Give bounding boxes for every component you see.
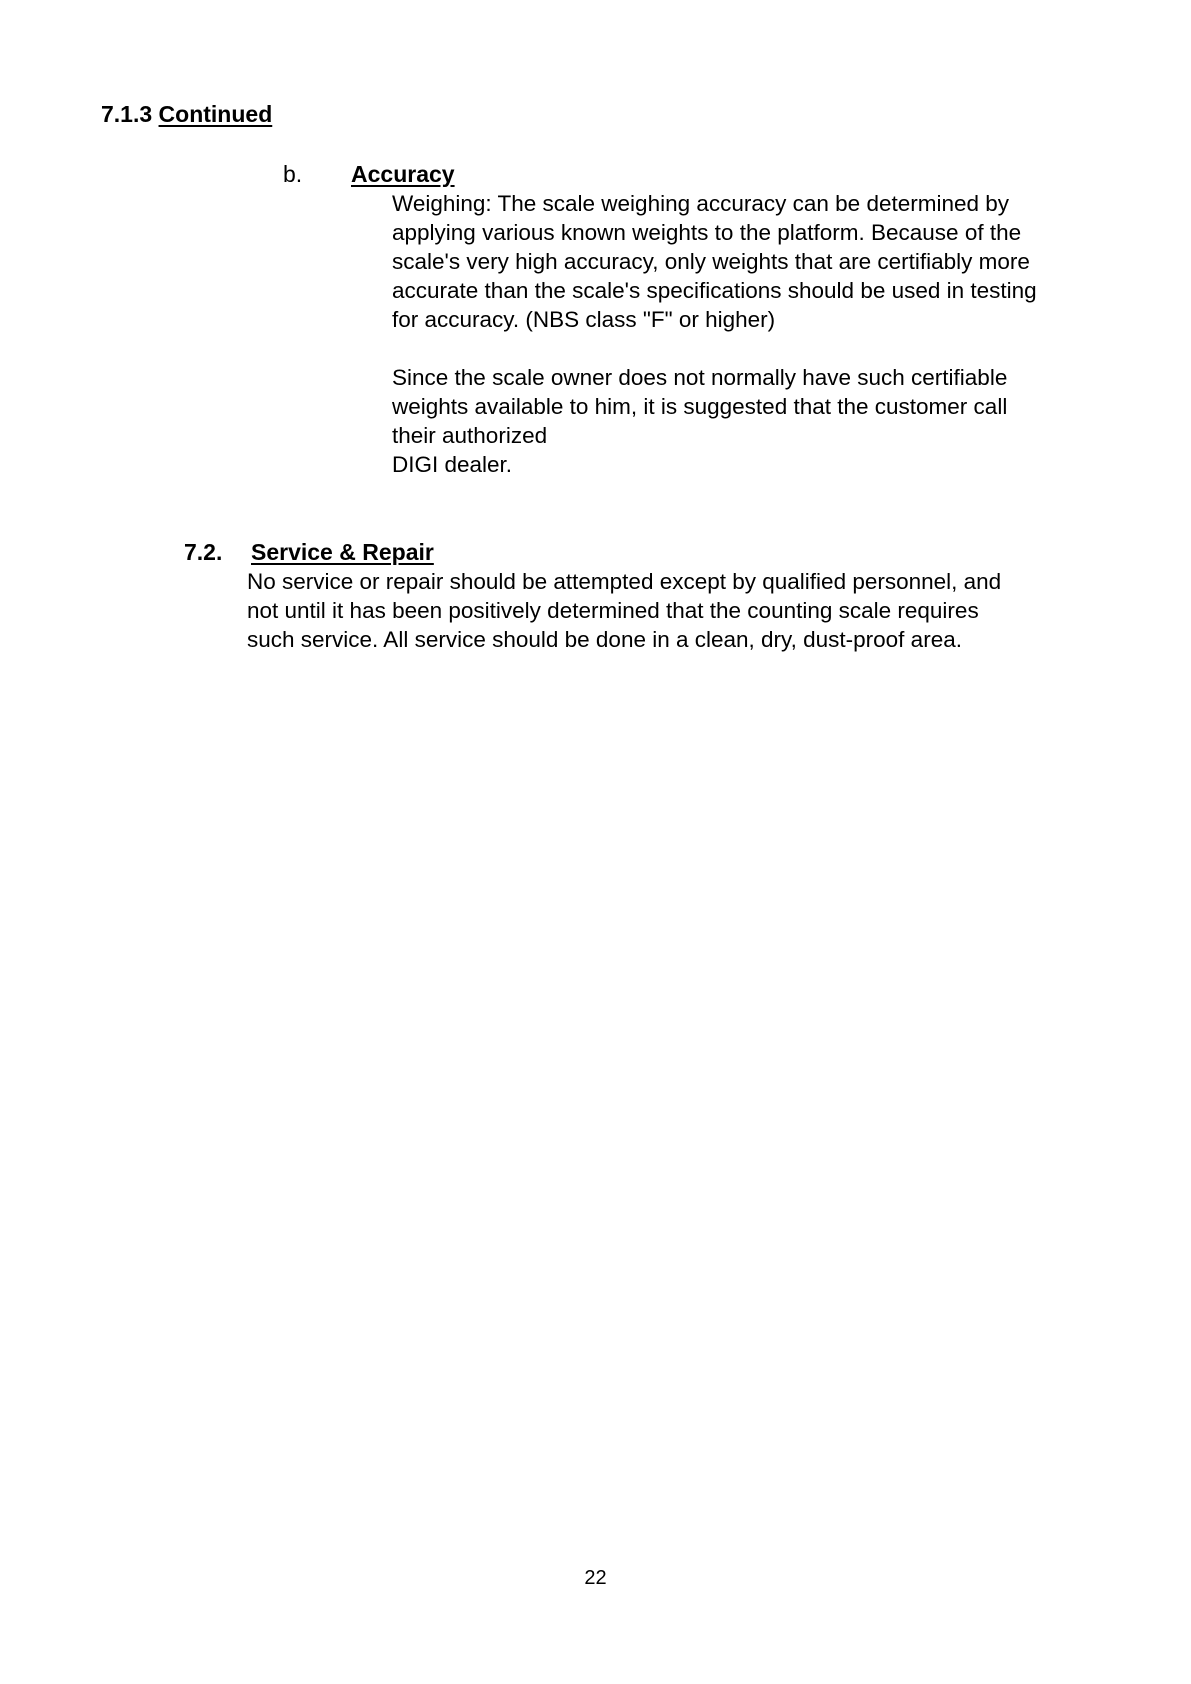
accuracy-paragraph-weighing: Weighing: The scale weighing accuracy can be determined by applying various known weights to the platform. Because of the scale's very high accuracy, only weights that are certifiably more accurate than the scale's specifications should be used in testing for accuracy. (NBS class "F" or higher): [392, 191, 1037, 332]
accuracy-paragraph-dealer: Since the scale owner does not normally have such certifiable weights available to him, it is suggested that the customer call their authorized DIGI dealer.: [392, 365, 1008, 477]
section-7-2-number: 7.2.: [184, 539, 223, 565]
page-number: 22: [584, 1567, 607, 1589]
section-heading: [101, 100, 272, 128]
section-title: Continued: [158, 101, 273, 127]
service-repair-paragraph: No service or repair should be attempted except by qualified personnel, and not until it has been positively determined that the counting scale requires such service. All service should be done in a clean, dry, dust-proof area.: [247, 569, 1002, 652]
item-title-accuracy: Accuracy: [351, 161, 455, 187]
section-7-2-title: Service & Repair: [251, 539, 434, 565]
section-number: 7.1.3: [101, 101, 153, 127]
list-item-letter: b.: [283, 161, 303, 187]
